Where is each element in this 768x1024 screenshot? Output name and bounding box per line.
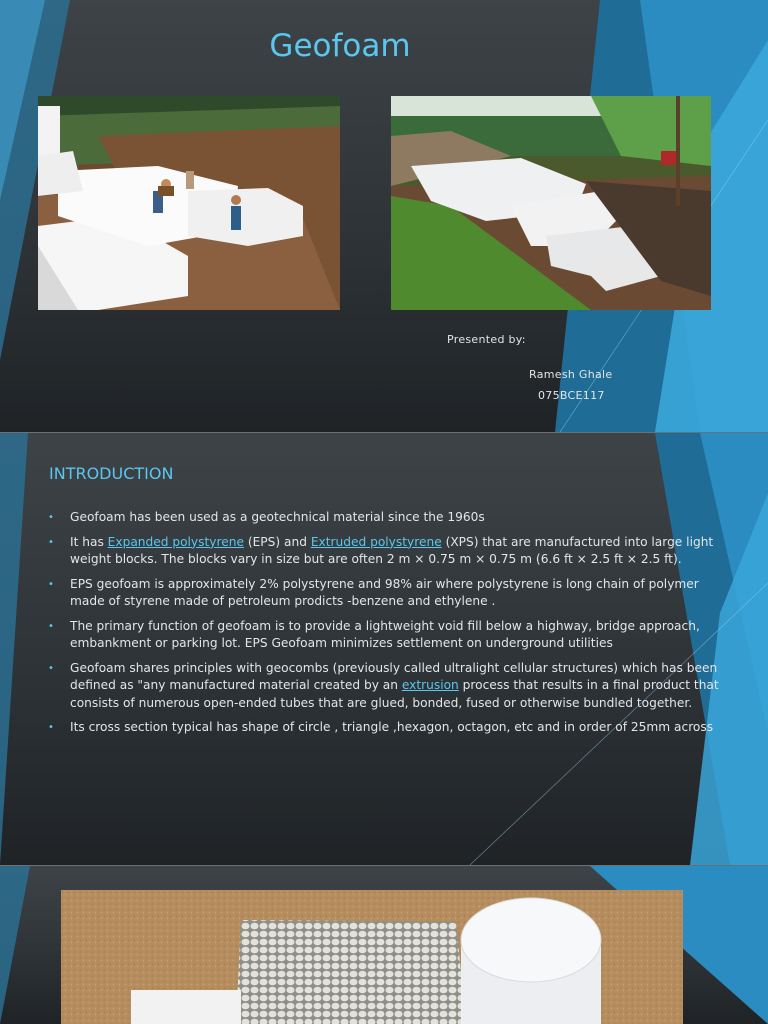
slide-title: Geofoam: [269, 28, 411, 64]
presented-by-label: Presented by:: [447, 333, 526, 346]
section-heading: INTRODUCTION: [49, 464, 174, 483]
bullet-item: • Geofoam has been used as a geotechnical material since the 1960s: [48, 509, 724, 526]
photo-workers-placing-blocks: [38, 96, 340, 310]
introduction-slide: [0, 433, 768, 865]
bullet-list: [48, 509, 724, 744]
bullet-item: • Its cross section typical has shape of circle , triangle ,hexagon, octagon, etc and in order of 25mm across: [48, 719, 724, 736]
bullet-icon: •: [48, 512, 54, 523]
bullet-icon: •: [48, 663, 54, 675]
bullet-item: • Geofoam shares principles with geocombs (previously called ultralight cellular structures) which has been defined as "any manufactured material created by an extrusion process that results in a final product that consists of numerous open-ended tubes that are glued, bonded, fused or otherwise bundled together.: [48, 661, 719, 710]
bullet-item: • It has Expanded polystyrene (EPS) and Extruded polystyrene (XPS) that are manufactured into large light weight blocks. The blocks vary in size but are often 2 m × 0.75 m × 0.75 m (6.6 ft × 2.5 ft × 2.5 ft).: [48, 534, 714, 567]
bullet-icon: •: [48, 620, 54, 632]
bullet-icon: •: [48, 722, 54, 734]
extruded-polystyrene-link[interactable]: Extruded polystyrene: [310, 534, 442, 549]
expanded-polystyrene-link[interactable]: Expanded polystyrene: [107, 534, 244, 549]
bullet-item: • EPS geofoam is approximately 2% polystyrene and 98% air where polystyrene is long chain of polymer made of styrene made of petroleum prodicts -benzene and ethylene .: [48, 576, 699, 609]
bullet-icon: •: [48, 578, 54, 590]
title-slide: [0, 0, 768, 432]
extrusion-link[interactable]: extrusion: [401, 678, 459, 693]
bullet-icon: •: [48, 536, 54, 548]
author-name: Ramesh Ghale: [529, 368, 613, 381]
photo-embankment-blocks: [391, 96, 711, 310]
image-slide: [0, 866, 768, 1024]
bullet-item: • The primary function of geofoam is to provide a lightweight void fill below a highway, bridge approach, embankment or parking lot. EPS Geofoam minimizes settlement on underground utilities: [48, 618, 700, 651]
roll-number: 075BCE117: [538, 389, 605, 402]
photo-geofoam-samples: [61, 890, 683, 1024]
